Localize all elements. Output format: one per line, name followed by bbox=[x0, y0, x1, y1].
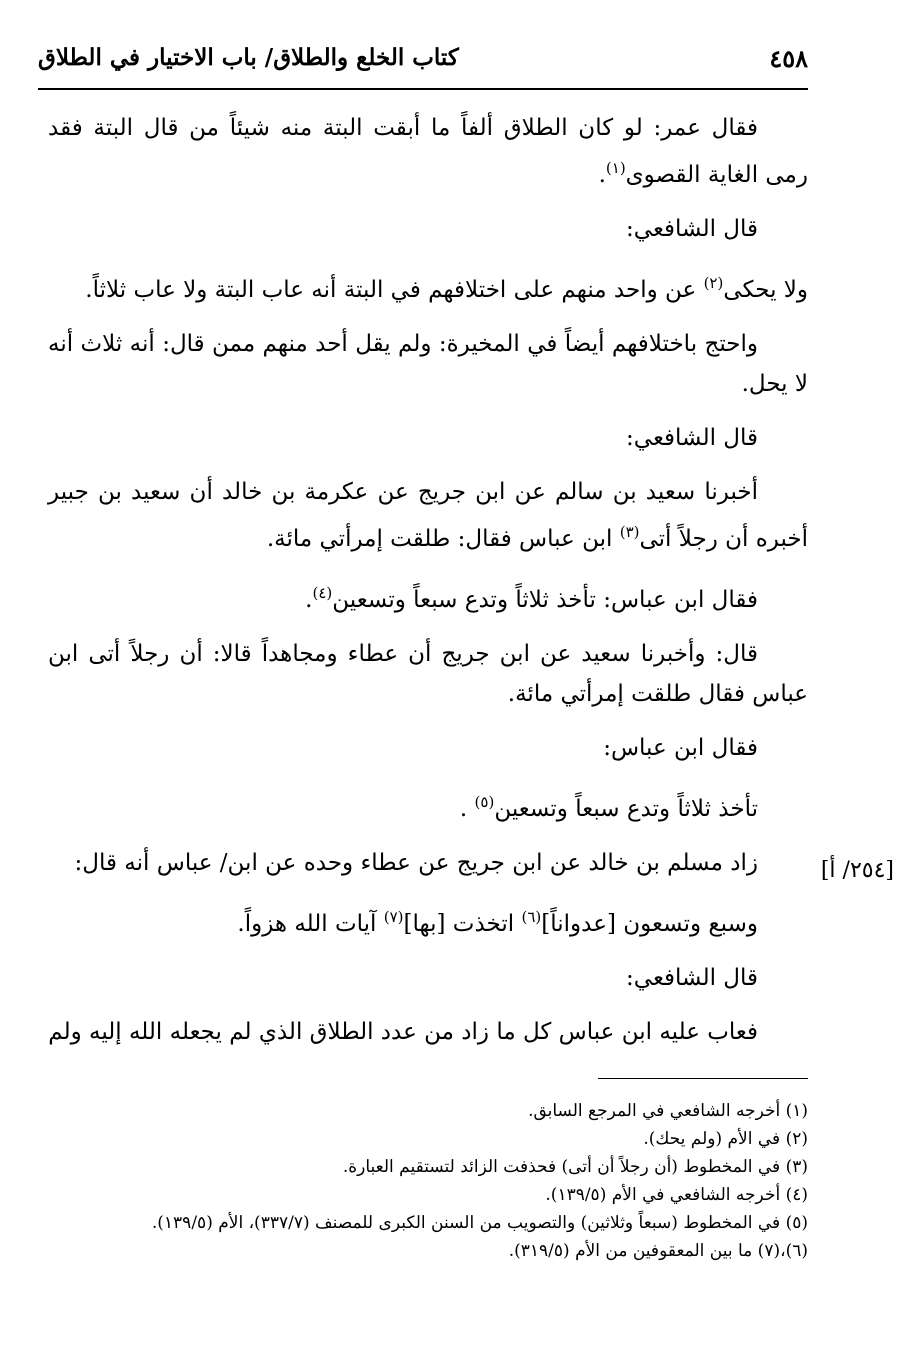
footnote-ref[interactable]: (٢) bbox=[703, 274, 724, 292]
running-title: كتاب الخلع والطلاق/ باب الاختيار في الطلاق bbox=[38, 44, 459, 71]
footnote-ref[interactable]: (٤) bbox=[312, 584, 333, 602]
paragraph bbox=[48, 634, 808, 714]
footnote-item: (٦)،(٧) ما بين المعقوفين من الأم (٣١٩/٥). bbox=[508, 1241, 808, 1261]
paragraph-text: . bbox=[305, 587, 313, 613]
footnote-item: (٢) في الأم (ولم يحك). bbox=[643, 1129, 808, 1149]
paragraph-text: قال: وأخبرنا سعيد عن ابن جريج أن عطاء ومجاهداً قالا: أن رجلاً أتى ابن عباس فقال طلقت إمرأتي مائة. bbox=[48, 641, 808, 707]
paragraph bbox=[48, 782, 808, 829]
paragraph-text: اتخذت [بها] bbox=[403, 911, 522, 937]
paragraph-text: فقال ابن عباس: تأخذ ثلاثاً وتدع سبعاً وتسعين bbox=[332, 587, 758, 613]
footnote-item: (٣) في المخطوط (أن رجلاً أن أتى) فحذفت الزائد لتستقيم العبارة. bbox=[342, 1157, 808, 1177]
paragraph-text: فقال ابن عباس: bbox=[603, 735, 758, 761]
footnote-item: (١) أخرجه الشافعي في المرجع السابق. bbox=[528, 1101, 808, 1121]
paragraph-text: قال الشافعي: bbox=[626, 965, 758, 991]
footnote-ref[interactable]: (٦) bbox=[521, 908, 542, 926]
paragraph bbox=[48, 324, 808, 404]
paragraph-text: عن واحد منهم على اختلافهم في البتة أنه عاب البتة ولا عاب ثلاثاً. bbox=[85, 277, 704, 303]
paragraph bbox=[48, 897, 808, 944]
main-text bbox=[48, 108, 808, 1066]
page-number: ٤٥٨ bbox=[769, 44, 808, 73]
paragraph bbox=[48, 472, 808, 559]
paragraph bbox=[48, 958, 808, 998]
footnote-ref[interactable]: (٣) bbox=[619, 523, 640, 541]
paragraph-text: أخبرنا سعيد بن سالم عن ابن جريج عن عكرمة بن خالد أن سعيد بن جبير أخبره أن رجلاً أتى bbox=[48, 479, 808, 552]
paragraph bbox=[48, 728, 808, 768]
paragraph-text: فقال عمر: لو كان الطلاق ألفاً ما أبقت البتة منه شيئاً من قال البتة فقد رمى الغاية القصوى bbox=[48, 115, 808, 188]
paragraph bbox=[48, 209, 808, 249]
paragraph-text: تأخذ ثلاثاً وتدع سبعاً وتسعين bbox=[494, 796, 758, 822]
paragraph bbox=[48, 418, 808, 458]
footnote-divider bbox=[598, 1078, 808, 1079]
paragraph bbox=[48, 843, 808, 883]
paragraph bbox=[48, 573, 808, 620]
paragraph-text: واحتج باختلافهم أيضاً في المخيرة: ولم يقل أحد منهم ممن قال: أنه ثلاث أنه لا يحل. bbox=[48, 331, 808, 397]
page-header bbox=[38, 40, 808, 90]
paragraph-text: . bbox=[459, 796, 475, 822]
paragraph-text: ابن عباس فقال: طلقت إمرأتي مائة. bbox=[266, 526, 620, 552]
footnote-ref[interactable]: (٥) bbox=[474, 793, 495, 811]
footnote-ref[interactable]: (٧) bbox=[383, 908, 404, 926]
paragraph-text: قال الشافعي: bbox=[626, 216, 758, 242]
paragraph bbox=[48, 263, 808, 310]
paragraph bbox=[48, 1012, 808, 1052]
paragraph-text: وسبع وتسعون [عدواناً] bbox=[541, 911, 758, 937]
paragraph-text: فعاب عليه ابن عباس كل ما زاد من عدد الطلاق الذي لم يجعله الله إليه ولم bbox=[48, 1019, 758, 1045]
paragraph-text: آيات الله هزواً. bbox=[237, 911, 384, 937]
manuscript-folio-marker: [٢٥٤/ أ] bbox=[820, 858, 894, 883]
paragraph-text: ولا يحكى bbox=[723, 277, 808, 303]
paragraph-text: قال الشافعي: bbox=[626, 425, 758, 451]
footnote-item: (٤) أخرجه الشافعي في الأم (١٣٩/٥). bbox=[545, 1185, 808, 1205]
footnotes bbox=[60, 1098, 808, 1266]
footnote-ref[interactable]: (١) bbox=[605, 159, 626, 177]
paragraph-text: . bbox=[598, 162, 606, 188]
paragraph bbox=[48, 108, 808, 195]
paragraph-text: زاد مسلم بن خالد عن ابن جريج عن عطاء وحده عن ابن/ عباس أنه قال: bbox=[74, 850, 758, 876]
footnote-item: (٥) في المخطوط (سبعاً وثلاثين) والتصويب من السنن الكبرى للمصنف (٣٣٧/٧)، الأم (١٣٩/٥). bbox=[151, 1213, 808, 1233]
